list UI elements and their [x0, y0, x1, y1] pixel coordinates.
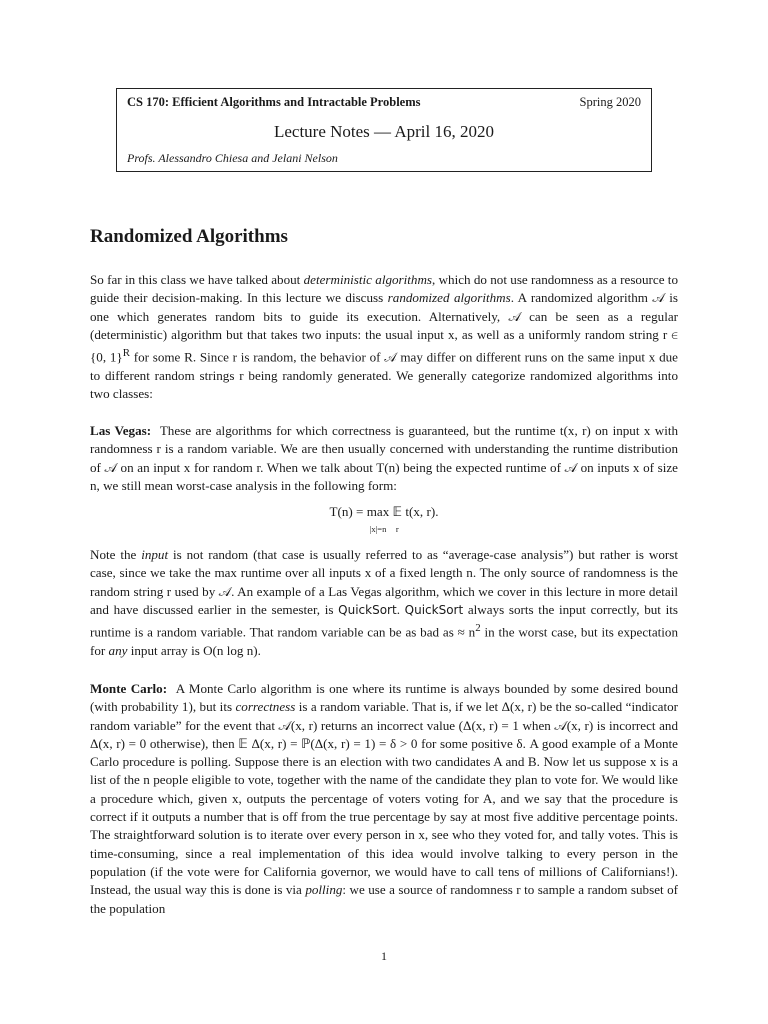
expected-runtime-formula: T(n) = max |x|=n 𝔼 r t(x, r).: [329, 504, 439, 534]
intro-paragraph: So far in this class we have talked about deterministic algorithms, which do not use randomness as a resource to guide their decision-making. In this lecture we discuss randomized algorithms. A randomized algorithm 𝒜 is one which generates random bits to guide its execution. Alternatively, 𝒜 can be seen as a regular (deterministic) algorithm but that takes two inputs: the usual input x, as well as a uniformly random string r ∈ {0, 1}$^R$ for some R. Since r is random, the behavior of 𝒜 may differ on different runs on the same input x due to different random strings r being randomly generated. We generally categorize randomized algorithms into two classes:: [90, 272, 678, 402]
section-heading: Randomized Algorithms: [90, 226, 288, 247]
las-vegas-paragraph: Las Vegas: These are algorithms for which correctness is guaranteed, but the runtime t(x, r) on input x with randomness r is a random variable. We are then usually concerned with understanding the runtime distribution of 𝒜 on an input x for random r. When we talk about T(n) being the expected runtime of 𝒜 on inputs x of size n, we still mean worst-case analysis in the following form:: [90, 423, 679, 493]
monte-carlo-paragraph: Monte Carlo: A Monte Carlo algorithm is one where its runtime is always bounded by some desired bound (with probability 1), but its correctness is a random variable. That is, if we let Δ(x, r) be the so-called “indicator random variable” for the event that 𝒜(x, r) returns an incorrect value (Δ(x, r) = 1 when 𝒜(x, r) is incorrect and Δ(x, r) = 0 otherwise), then 𝔼 Δ(x, r) = ℙ(Δ(x, r) = 1) = δ > 0 for some positive δ. A good example of a Monte Carlo procedure is polling. Suppose there is an election with two candidates A and B. Now let us suppose x is a list of the n people eligible to vote, together with the name of the candidate they plan to vote for. We would like a procedure which, given x, outputs the percentage of voters voting for A, and we say that the procedure is correct if it outputs a number that is off from the true percentage by say at most five additive percentage points. The straightforward solution is to iterate over every person in x, see who they voted for, and tally votes. This is time-consuming, since a real implementation of this idea would involve talking to every person in the population (if the vote were for California governor, we would have to call tens of millions of Californians!). Instead, the usual way this is done is via polling: we use a source of randomness r to sample a random subset of the population: [90, 681, 678, 916]
monte-carlo-label: Monte Carlo:: [90, 681, 168, 696]
lecture-title: Lecture Notes — April 16, 2020: [273, 122, 494, 141]
quicksort-name: QuickSort: [338, 602, 397, 617]
quicksort-name: QuickSort: [404, 602, 464, 617]
las-vegas-label: Las Vegas:: [90, 423, 152, 438]
page-number: 1: [381, 949, 387, 963]
lecture-header-box: [116, 88, 652, 172]
note-paragraph: Note the input is not random (that case is usually referred to as “average-case analysis”) but rather is worst case, since we take the max runtime over all inputs x of a fixed length n. The only source of randomness is the random string r used by 𝒜. An example of a Las Vegas algorithm, which we cover in this lecture in more detail and have discussed earlier in the semester, is QuickSort. QuickSort always sorts the input correctly, but its runtime is a random variable. That random variable can be as bad as ≈ $n^2$ in the worst case, but its expectation for any input array is O(n log n).: [90, 547, 679, 658]
professors-line: Profs. Alessandro Chiesa and Jelani Nelson: [127, 151, 338, 165]
course-title: CS 170: Efficient Algorithms and Intractable Problems: [127, 95, 421, 109]
term-label: Spring 2020: [579, 95, 641, 109]
